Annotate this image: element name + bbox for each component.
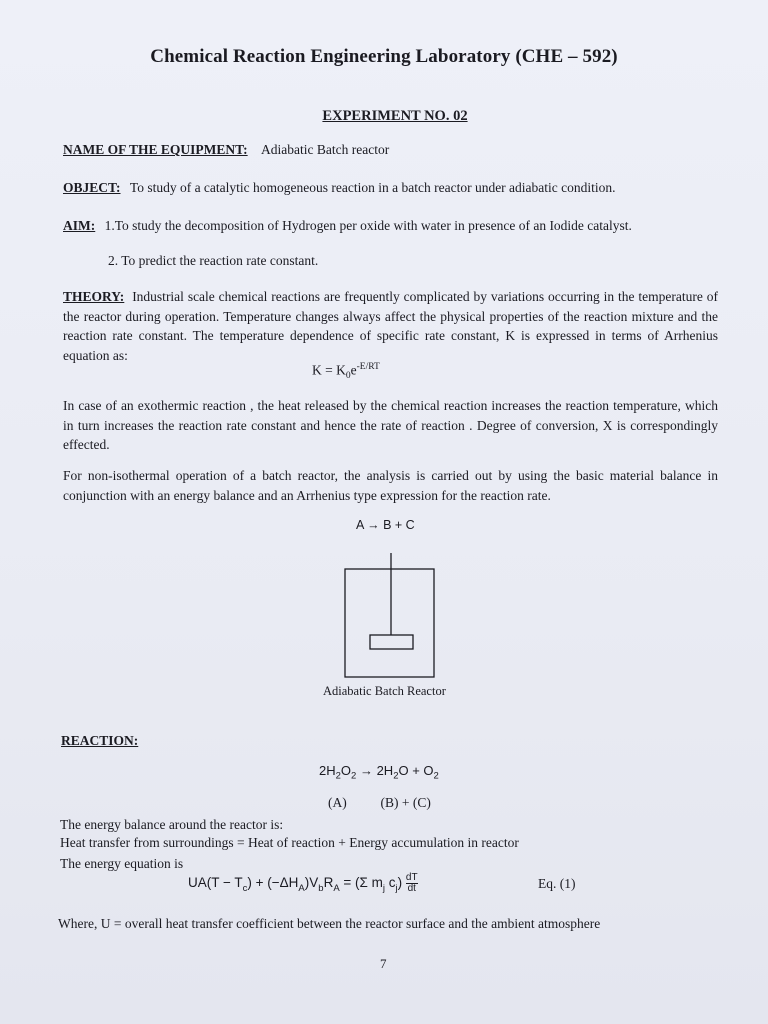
- where-line: Where, U = overall heat transfer coefficient between the reactor surface and the ambient atmosphere: [58, 916, 601, 931]
- equipment-value: Adiabatic Batch reactor: [261, 142, 390, 157]
- arrhenius-equation: $K = K_0e^{-E/RT}$: [312, 362, 380, 382]
- exothermic-paragraph: In case of an exothermic reaction , the heat released by the chemical reaction increases the reaction temperature, which in turn increases the reaction rate constant and hence the rate of reaction . Degree of conversion, X is correspondingly effected.: [63, 398, 718, 452]
- aim-line-1: [63, 218, 632, 234]
- theory-paragraph: [63, 287, 718, 365]
- page-number: 7: [380, 956, 387, 971]
- theory-text: Industrial scale chemical reactions are frequently complicated by variations occurring in the temperature of the reactor during operation. Temperature changes always affect the physical properties of the reaction mixture and the reaction rate constant. The temperature dependence of specific rate constant, K is expressed in terms of Arrhenius equation as:: [63, 289, 718, 363]
- reactor-caption: Adiabatic Batch Reactor: [323, 684, 446, 698]
- object-value: To study of a catalytic homogeneous reaction in a batch reactor under adiabatic condition.: [129, 180, 616, 195]
- reaction-scheme: A → B + C: [356, 518, 415, 532]
- object-label: OBJECT:: [63, 180, 121, 195]
- reactor-vessel: [345, 569, 434, 677]
- energy-equation: $UA(T - T_c) + (-\Delta H_A)V_bR_A = (\Sigma$ $m_j$ $c_j$) $\frac{dT}{dt}$: [188, 872, 418, 894]
- equipment-line: [63, 142, 389, 158]
- document-title: Chemical Reaction Engineering Laboratory (CHE – 592): [150, 46, 618, 67]
- heat-transfer-line: Heat transfer from surroundings = Heat of reaction + Energy accumulation in reactor: [60, 835, 519, 850]
- reaction-label: REACTION:: [61, 733, 139, 748]
- experiment-number: EXPERIMENT NO. 02: [322, 108, 468, 124]
- stirrer-impeller: [370, 635, 413, 649]
- theory-label: THEORY:: [63, 289, 125, 304]
- aim-item-2: 2. To predict the reaction rate constant.: [108, 253, 319, 268]
- aim-item-1: 1.To study the decomposition of Hydrogen per oxide with water in presence of an Iodide catalyst.: [104, 218, 632, 233]
- batch-analysis-paragraph: For non-isothermal operation of a batch reactor, the analysis is carried out by using the basic material balance in conjunction with an energy balance and an Arrhenius type expression for the reaction rate.: [63, 468, 718, 503]
- species-labels: (A) (B) + (C): [328, 795, 431, 810]
- energy-balance-line: The energy balance around the reactor is:: [60, 817, 284, 832]
- batch-reactor-diagram: [340, 553, 440, 683]
- reaction-equation: $2H_2O_2 \to 2H_2O + O_2$: [319, 763, 439, 782]
- equation-label: Eq. (1): [538, 876, 576, 891]
- energy-equation-intro: The energy equation is: [60, 856, 184, 871]
- aim-label: AIM:: [63, 218, 96, 233]
- object-line: [63, 180, 616, 196]
- equipment-label: NAME OF THE EQUIPMENT:: [63, 142, 248, 157]
